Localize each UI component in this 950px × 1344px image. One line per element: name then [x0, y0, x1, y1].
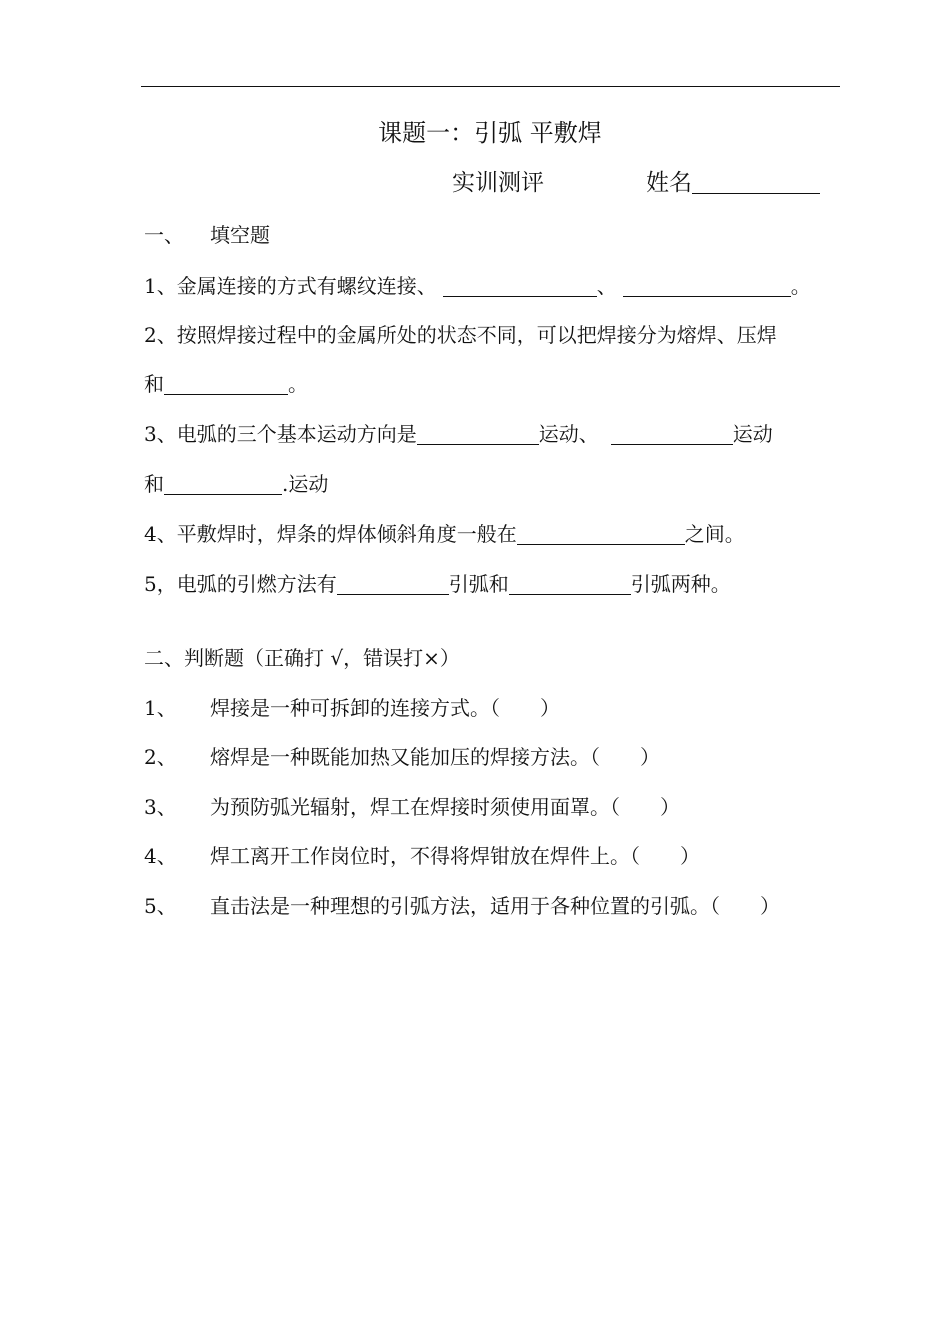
- judge-item: 4、 焊工离开工作岗位时，不得将焊钳放在焊件上。（ ）: [144, 844, 700, 868]
- section2-heading: 二、判断题（正确打 √，错误打×）: [144, 646, 460, 670]
- judge-item: 2、 熔焊是一种既能加热又能加压的焊接方法。（ ）: [144, 745, 660, 769]
- blank-1-2[interactable]: [623, 276, 791, 297]
- question-3: 3、电弧的三个基本运动方向是 运动、 运动: [144, 422, 773, 446]
- judge-item: 1、 焊接是一种可拆卸的连接方式。（ ）: [144, 696, 560, 720]
- top-rule: [141, 86, 840, 87]
- question-3-cont: 和 .运动: [144, 472, 329, 496]
- name-field: [646, 166, 820, 200]
- blank-3-1[interactable]: [417, 424, 539, 445]
- judge-item: 3、 为预防弧光辐射，焊工在焊接时须使用面罩。（ ）: [144, 795, 680, 819]
- subtitle: 实训测评: [452, 170, 544, 196]
- question-2-cont: 和 。: [144, 372, 308, 396]
- blank-4-1[interactable]: [517, 524, 685, 545]
- section1-heading: 一、 填空题: [144, 223, 270, 247]
- blank-5-2[interactable]: [509, 574, 631, 595]
- name-blank[interactable]: [692, 167, 820, 194]
- blank-3-3[interactable]: [164, 474, 282, 495]
- name-label: 姓名: [646, 170, 692, 196]
- question-2: 2、按照焊接过程中的金属所处的状态不同，可以把焊接分为熔焊、压焊: [144, 323, 777, 347]
- judge-item: 5、 直击法是一种理想的引弧方法，适用于各种位置的引弧。（ ）: [144, 894, 780, 918]
- page-title: 课题一：引弧 平敷焊: [378, 119, 602, 147]
- blank-5-1[interactable]: [337, 574, 449, 595]
- question-5: 5，电弧的引燃方法有 引弧和 引弧两种。: [144, 572, 731, 596]
- blank-1-1[interactable]: [443, 276, 597, 297]
- question-1: 1、金属连接的方式有螺纹连接、 、 。: [144, 274, 811, 298]
- blank-3-2[interactable]: [611, 424, 733, 445]
- blank-2-1[interactable]: [164, 374, 288, 395]
- question-4: 4、平敷焊时，焊条的焊体倾斜角度一般在 之间。: [144, 522, 745, 546]
